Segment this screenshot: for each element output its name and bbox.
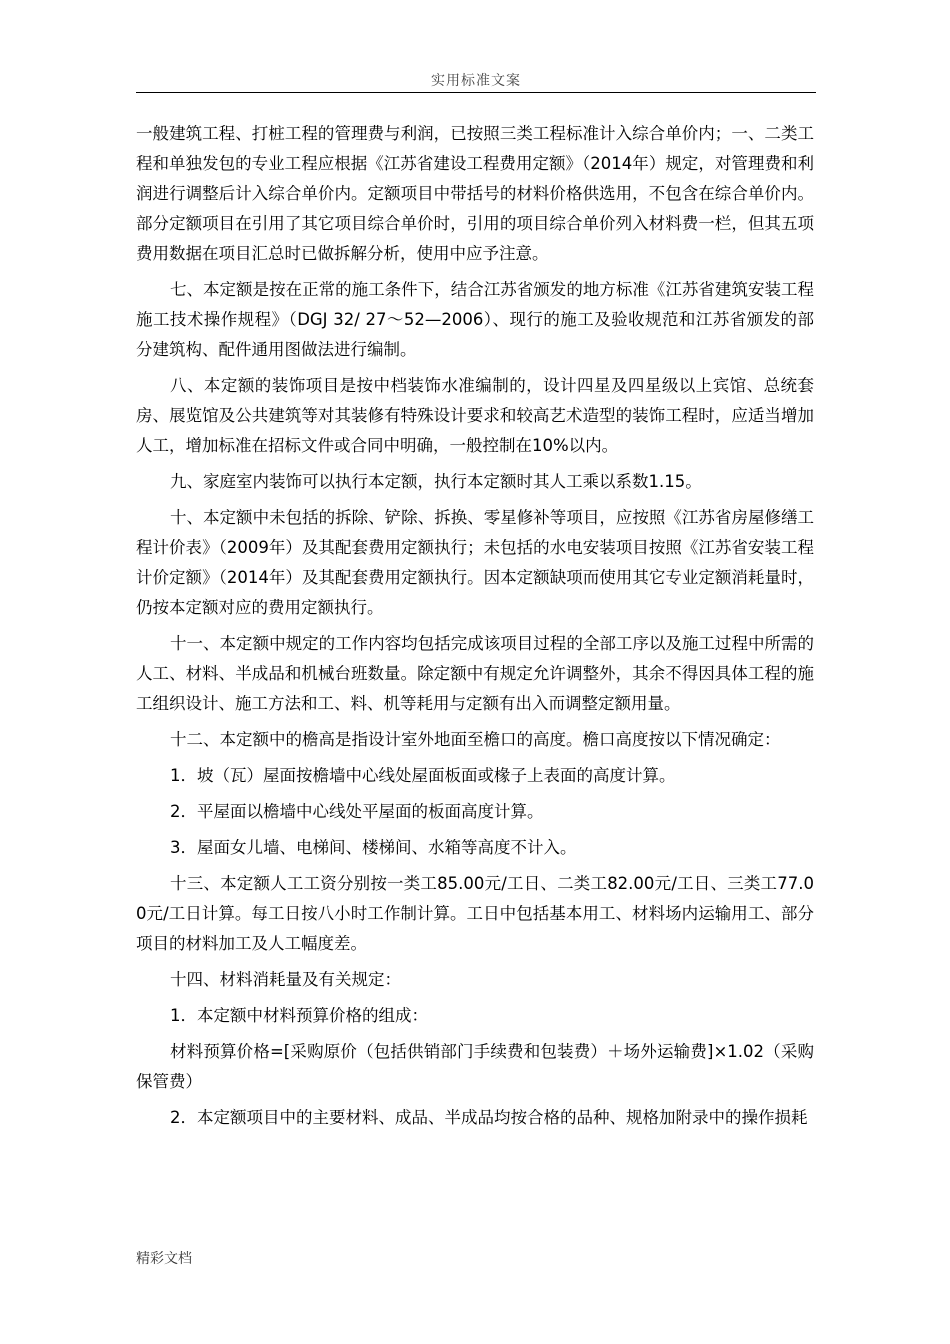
paragraph-item-12-1: 1．坡（瓦）屋面按檐墙中心线处屋面板面或椽子上表面的高度计算。 bbox=[170, 766, 676, 785]
document-body bbox=[136, 119, 814, 1139]
paragraph-price-formula: 材料预算价格=[采购原价（包括供销部门手续费和包装费）＋场外运输费]×1.02（采购保管费） bbox=[136, 1042, 814, 1091]
paragraph-item-12-3: 3．屋面女儿墙、电梯间、楼梯间、水箱等高度不计入。 bbox=[170, 838, 577, 857]
paragraph-item-14-2: 2．本定额项目中的主要材料、成品、半成品均按合格的品种、规格加附录中的操作损耗 bbox=[170, 1108, 808, 1127]
header-divider bbox=[136, 92, 816, 93]
page-header: 实用标准文案 bbox=[431, 73, 521, 89]
paragraph-item-8: 八、本定额的装饰项目是按中档装饰水准编制的，设计四星及四星级以上宾馆、总统套房、展览馆及公共建筑等对其装修有特殊设计要求和较高艺术造型的装饰工程时，应适当增加人工，增加标准在招标文件或合同中明确，一般控制在10%以内。 bbox=[136, 376, 814, 455]
paragraph-item-7: 七、本定额是按在正常的施工条件下，结合江苏省颁发的地方标准《江苏省建筑安装工程施工技术操作规程》（DGJ 32/ 27～52—2006）、现行的施工及验收规范和江苏省颁发的部分建筑构、配件通用图做法进行编制。 bbox=[136, 280, 814, 359]
paragraph-item-11: 十一、本定额中规定的工作内容均包括完成该项目过程的全部工序以及施工过程中所需的人工、材料、半成品和机械台班数量。除定额中有规定允许调整外，其余不得因具体工程的施工组织设计、施工方法和工、料、机等耗用与定额有出入而调整定额用量。 bbox=[136, 634, 814, 713]
paragraph-fee-continuation: 一般建筑工程、打桩工程的管理费与利润，已按照三类工程标准计入综合单价内；一、二类工程和单独发包的专业工程应根据《江苏省建设工程费用定额》（2014年）规定，对管理费和利润进行调整后计入综合单价内。定额项目中带括号的材料价格供选用，不包含在综合单价内。部分定额项目在引用了其它项目综合单价时，引用的项目综合单价列入材料费一栏，但其五项费用数据在项目汇总时已做拆解分析，使用中应予注意。 bbox=[136, 124, 814, 263]
paragraph-item-10: 十、本定额中未包括的拆除、铲除、拆换、零星修补等项目，应按照《江苏省房屋修缮工程计价表》（2009年）及其配套费用定额执行；未包括的水电安装项目按照《江苏省安装工程计价定额》（2014年）及其配套费用定额执行。因本定额缺项而使用其它专业定额消耗量时，仍按本定额对应的费用定额执行。 bbox=[136, 508, 814, 617]
paragraph-item-12: 十二、本定额中的檐高是指设计室外地面至檐口的高度。檐口高度按以下情况确定： bbox=[170, 730, 781, 749]
paragraph-item-13: 十三、本定额人工工资分别按一类工85.00元/工日、二类工82.00元/工日、三类工77.00元/工日计算。每工日按八小时工作制计算。工日中包括基本用工、材料场内运输用工、部分项目的材料加工及人工幅度差。 bbox=[136, 874, 814, 953]
paragraph-item-12-2: 2．平屋面以檐墙中心线处平屋面的板面高度计算。 bbox=[170, 802, 544, 821]
paragraph-item-14: 十四、材料消耗量及有关规定： bbox=[170, 970, 401, 989]
paragraph-item-9: 九、家庭室内装饰可以执行本定额，执行本定额时其人工乘以系数1.15。 bbox=[170, 472, 702, 491]
paragraph-item-14-1: 1．本定额中材料预算价格的组成： bbox=[170, 1006, 428, 1025]
page-footer: 精彩文档 bbox=[136, 1251, 192, 1267]
